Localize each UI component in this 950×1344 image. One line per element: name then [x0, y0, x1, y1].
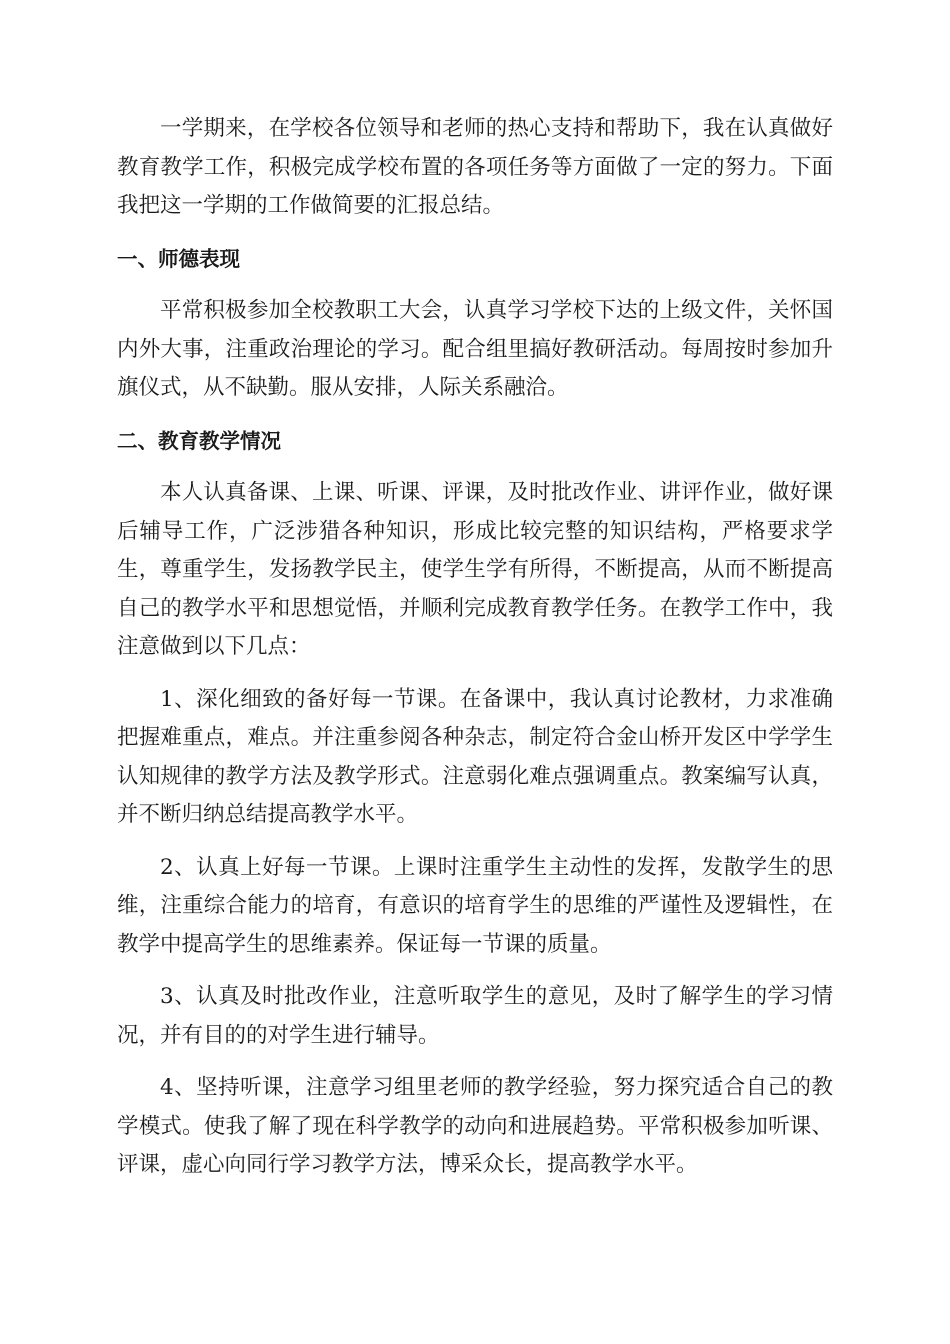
section-heading-ethics: 一、师德表现 [117, 246, 240, 271]
section-heading-teaching: 二、教育教学情况 [117, 428, 281, 453]
teaching-point-2: 2、认真上好每一节课。上课时注重学生主动性的发挥，发散学生的思维，注重综合能力的培育，有意识的培育学生的思维的严谨性及逻辑性，在教学中提高学生的思维素养。保证每一节课的质量。 [117, 854, 833, 957]
teaching-point-4: 4、坚持听课，注意学习组里老师的教学经验，努力探究适合自己的教学模式。使我了解了现在科学教学的动向和进展趋势。平常积极参加听课、评课，虚心向同行学习教学方法，博采众长，提高教学水平。 [117, 1075, 833, 1177]
teaching-point-1: 1、深化细致的备好每一节课。在备课中，我认真讨论教材，力求准确把握难重点，难点。并注重参阅各种杂志，制定符合金山桥开发区中学学生认知规律的教学方法及教学形式。注意弱化难点强调重点。教案编写认真，并不断归纳总结提高教学水平。 [117, 686, 833, 827]
intro-paragraph: 一学期来，在学校各位领导和老师的热心支持和帮助下，我在认真做好教育教学工作，积极完成学校布置的各项任务等方面做了一定的努力。下面我把这一学期的工作做简要的汇报总结。 [117, 116, 833, 218]
teaching-paragraph: 本人认真备课、上课、听课、评课，及时批改作业、讲评作业，做好课后辅导工作，广泛涉猎各种知识，形成比较完整的知识结构，严格要求学生，尊重学生，发扬教学民主，使学生学有所得，不断提高，从而不断提高自己的教学水平和思想觉悟，并顺利完成教育教学任务。在教学工作中，我注意做到以下几点： [117, 480, 833, 659]
ethics-paragraph: 平常积极参加全校教职工大会，认真学习学校下达的上级文件，关怀国内外大事，注重政治理论的学习。配合组里搞好教研活动。每周按时参加升旗仪式，从不缺勤。服从安排，人际关系融洽。 [117, 298, 833, 400]
teaching-point-3: 3、认真及时批改作业，注意听取学生的意见，及时了解学生的学习情况，并有目的的对学生进行辅导。 [117, 984, 833, 1048]
document-body [117, 110, 833, 1199]
